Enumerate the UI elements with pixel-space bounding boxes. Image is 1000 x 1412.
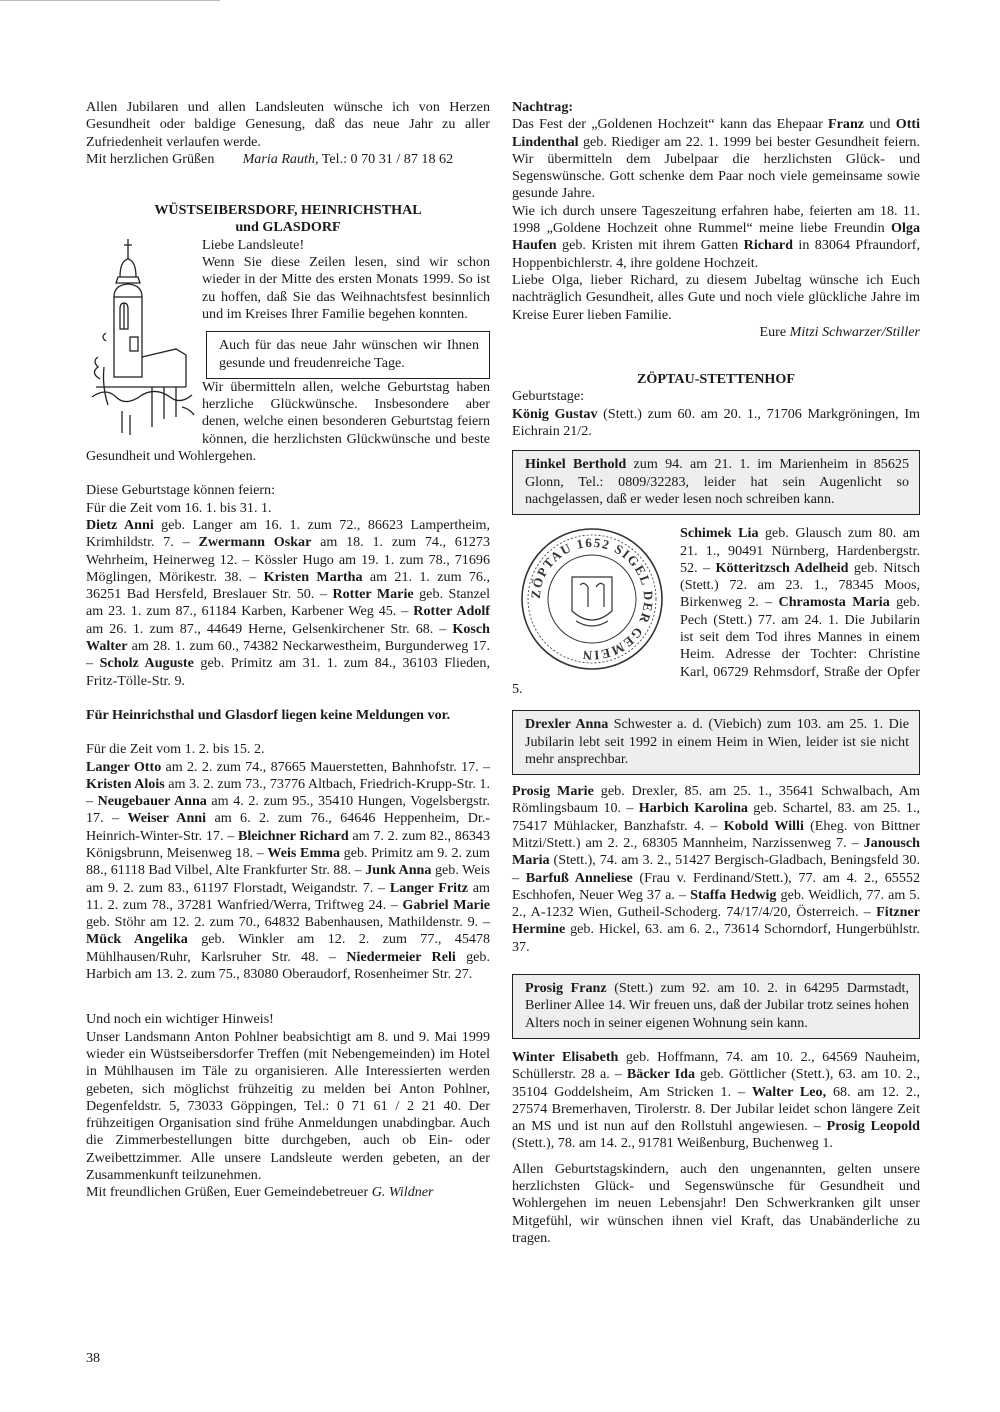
paragraph-1: Wenn Sie diese Zeilen lesen, sind wir schon wieder in der Mitte des ersten Monats 1999. So ist zu hoffen, daß Sie das Weihnachtsfest besinnlich und im Kreises Ihrer Familie begehen konnten.: [202, 254, 490, 322]
hint-title: Und noch ein wichtiger Hinweis!: [86, 1011, 274, 1028]
hint-text: Unser Landsmann Anton Pohlner beabsichtigt am 8. und 9. Mai 1999 wieder ein Wüstseibersdorfer Treffen (mit Nebengemeinden) im Hotel in Mühlhausen im Täle zu organisieren. Alle Interessierten werden gebeten, sich möglichst frühzeitig zu melden bei Anton Pohlner, Degenfeldstr. 5, 73033 Göppingen, Tel.: 0 71 61 / 2 21 40. Der frühzeitigen Organisation sind frühe Anmeldungen unabdingbar. Auch die Zimmerbestellungen bitte durchgeben, auch ob Ein- oder Zweibettzimmer. Alle unsere Landsleute werden gebeten, an der Zusammenkunft teilzunehmen.: [86, 1028, 490, 1184]
birthdays-label: Geburtstage:: [512, 388, 585, 405]
highlight-box-prosig: Prosig Franz (Stett.) zum 92. am 10. 2. in 64295 Darmstadt, Berliner Allee 14. Wir freuen uns, daß der Jubilar trotz seines hohen Alters noch in seiner eigenen Wohnung sein kann.: [512, 974, 920, 1039]
addendum-signature: Eure Mitzi Schwarzer/Stiller: [759, 323, 920, 340]
addendum-text-3: Liebe Olga, lieber Richard, zu diesem Jubeltag wünsche ich Euch nachträglich Gesundheit, alles Gute und noch viele glückliche Jahre im Kreise Eurer lieben Familie.: [512, 271, 920, 323]
birthday-entry-koenig: König Gustav (Stett.) zum 60. am 20. 1., 71706 Markgröningen, Im Eichrain 21/2.: [512, 405, 920, 440]
svg-text:ZÖPTAU 1652 SIGEL DER GEMEIN: ZÖPTAU 1652 SIGEL DER GEMEIN: [527, 535, 657, 664]
greeting-line: Mit herzlichen Grüßen Maria Rauth, Tel.: 0 70 31 / 87 18 62: [86, 150, 454, 167]
author-name: Maria Rauth,: [242, 150, 319, 167]
closing-line: Mit freundlichen Grüßen, Euer Gemeindebetreuer G. Wildner: [86, 1184, 434, 1201]
intro-text: Allen Jubilaren und allen Landsleuten wünsche ich von Herzen Gesundheit oder baldige Genesung, daß das neue Jahr zu aller Zufriedenheit verlaufen werde.: [86, 99, 490, 150]
period-2: Für die Zeit vom 1. 2. bis 15. 2.: [86, 741, 265, 758]
left-column: [86, 99, 490, 1202]
section-heading-zoeptau: ZÖPTAU-STETTENHOF: [637, 371, 795, 388]
section-heading-1: WÜSTSEIBERSDORF, HEINRICHSTHAL: [154, 202, 422, 219]
addendum-text-1: Das Fest der „Goldenen Hochzeit“ kann das Ehepaar Franz und Otti Lindenthal geb. Riediger am 22. 1. 1999 bei bester Gesundheit feiern. Wir übermitteln dem Jubelpaar die herzlichsten Glück- und Segenswünsche. Gott schenke dem Paar noch viele gemeinsame sowie gesunde Jahre.: [512, 116, 920, 202]
no-reports-note: Für Heinrichsthal und Glasdorf liegen keine Meldungen vor.: [86, 706, 451, 723]
paragraph-2: Wir übermitteln allen, welche Geburtstag haben herzliche Glückwünsche. Insbesondere aber denen, welche einen besonderen Geburtstag feiern können, die herzlichsten Glückwünsche und beste Gesundheit und Wohlergehen.: [86, 378, 490, 465]
page-number: 38: [86, 1350, 101, 1366]
birthday-list-4: Prosig Marie geb. Drexler, 85. am 25. 1., 35641 Schwalbach, Am Römlingsbaum 10. – Harbich Karolina geb. Schartel, 83. am 25. 1., 75417 Mühlacker, Banzhafstr. 4. – Kobold Willi (Eheg. von Bittner Mitzi/Stett.) am 2. 2., 68305 Mannheim, Narzissenweg 7. – Janousch Maria (Stett.), 74. am 3. 2., 51427 Bergisch-Gladbach, Beningsfeld 30. – Barfuß Anneliese (Frau v. Ferdinand/Stett.), 77. am 4. 2., 65552 Eschhofen, Neuer Weg 37 a. – Staffa Hedwig geb. Weidlich, 77. am 5. 2., A-1232 Wien, Gutheil-Schoderg. 74/17/4/20, Österreich. – Fitzner Hermine geb. Hickel, 63. am 6. 2., 73614 Schorndorf, Hungerbühlstr. 37.: [512, 783, 921, 955]
birthday-list-3: Schimek Lia geb. Glausch zum 80. am 21. 1., 90491 Nürnberg, Hardenbergstr. 52. – Kötteritzsch Adelheid geb. Nitsch (Stett.) 72. am 23. 1., 78345 Moos, Birkenweg 2. – Chramosta Maria geb. Pech (Stett.) 77. am 24. 1. Die Jubilarin ist seit dem Tod ihres Mannes in einem Heim. Adresse der Tochter: Christine Karl, 06729 Rehmsdorf, Straße der Opfer 5.: [512, 525, 920, 697]
birthday-list-1: Dietz Anni geb. Langer am 16. 1. zum 72., 86623 Lampertheim, Krimhildstr. 7. – Zwermann Oskar am 18. 1. zum 74., 61273 Wehrheim, Heinerweg 12. – Kössler Hugo am 19. 1. zum 78., 71696 Möglingen, Mörikestr. 38. – Kristen Martha am 21. 1. zum 76., 36251 Bad Hersfeld, Breslauer Str. 50. – Rotter Marie geb. Stanzel am 23. 1. zum 87., 61184 Karben, Karbener Weg 45. – Rotter Adolf am 26. 1. zum 87., 44649 Herne, Gelsenkirchener Str. 68. – Kosch Walter am 28. 1. zum 60., 74382 Neckarwestheim, Burgunderweg 17. – Scholz Auguste geb. Primitz am 31. 1. zum 84., 36103 Flieden, Fritz-Tölle-Str. 9.: [86, 516, 491, 689]
addendum-title: Nachtrag:: [512, 99, 574, 115]
highlight-box-hinkel: Hinkel Berthold zum 94. am 21. 1. im Marienheim in 85625 Glonn, Tel.: 0809/32283, leider hat sein Augenlicht so nachgelassen, daß er weder lesen noch schreiben kann.: [512, 450, 920, 515]
birthday-list-2: Langer Otto am 2. 2. zum 74., 87665 Mauerstetten, Bahnhofstr. 17. – Kristen Alois am 3. 2. zum 73., 73776 Altbach, Friedrich-Krupp-Str. 1. – Neugebauer Anna am 4. 2. zum 95., 35410 Hungen, Vogelsbergstr. 17. – Weiser Anni am 6. 2. zum 76., 64646 Heppenheim, Dr.-Heinrich-Winter-Str. 17. – Bleichner Richard am 7. 2. zum 82., 86343 Königsbrunn, Meisenweg 18. – Weis Emma geb. Primitz am 9. 2. zum 88., 61118 Bad Vilbel, Alte Frankfurter Str. 88. – Junk Anna geb. Weis am 9. 2. zum 83., 61197 Florstadt, Weigandstr. 7. – Langer Fritz am 11. 2. zum 78., 37281 Wanfried/Werra, Triftweg 24. – Gabriel Marie geb. Stöhr am 12. 2. zum 70., 64832 Babenhausen, Mathildenstr. 9. – Mück Angelika geb. Winkler am 12. 2. zum 77., 45478 Mühlhausen/Ruhr, Karlsruher Str. 48. – Niedermeier Reli geb. Harbich am 13. 2. zum 75., 83080 Oberaudorf, Rosenheimer Str. 27.: [86, 758, 491, 983]
birthday-list-5: Winter Elisabeth geb. Hoffmann, 74. am 10. 2., 64569 Nauheim, Schüllerstr. 28 a. – Bäcker Ida geb. Göttlicher (Stett.), 63. am 10. 2., 35104 Goddelsheim, Am Stricken 1. – Walter Leo, 68. am 12. 2., 27574 Bremerhaven, Tirolerstr. 8. Der Jubilar leidet schon längere Zeit an MS und ist nun auf den Rollstuhl angewiesen. – Prosig Leopold (Stett.), 78. am 14. 2., 91781 Weißenburg, Buchenweg 1.: [512, 1048, 921, 1152]
final-wishes: Allen Geburtstagskindern, auch den ungenannten, gelten unsere herzlichsten Glück- und Segenswünsche für Gesundheit und Wohlergehen im neuen Lebensjahr! Den Schwerkranken gilt unser Mitgefühl, wir wünschen ihnen viel Kraft, das Unabänderliche zu tragen.: [512, 1160, 920, 1246]
birthday-intro: Diese Geburtstage können feiern:: [86, 482, 276, 499]
addendum-text-2: Wie ich durch unsere Tageszeitung erfahren habe, feierten am 18. 11. 1998 „Goldene Hochzeit ohne Rummel“ meine liebe Freundin Olga Haufen geb. Kristen mit ihrem Gatten Richard in 83064 Pfraundorf, Hoppenbichlerstr. 4, ihre goldene Hochzeit.: [512, 202, 920, 271]
highlight-box-1: Auch für das neue Jahr wünschen wir Ihnen gesunde und freudenreiche Tage.: [206, 331, 490, 379]
section-heading-2: und GLASDORF: [235, 219, 341, 236]
church-illustration: [86, 237, 198, 437]
town-seal-image: [512, 525, 672, 673]
salutation: Liebe Landsleute!: [202, 236, 305, 253]
right-column: [512, 99, 920, 1247]
period-1: Für die Zeit vom 16. 1. bis 31. 1.: [86, 499, 272, 516]
top-rule: [0, 0, 220, 1]
highlight-box-drexler: Drexler Anna Schwester a. d. (Viebich) zum 103. am 25. 1. Die Jubilarin lebt seit 1992 in einem Heim in Wien, leider ist sie nicht mehr ansprechbar.: [512, 710, 920, 775]
